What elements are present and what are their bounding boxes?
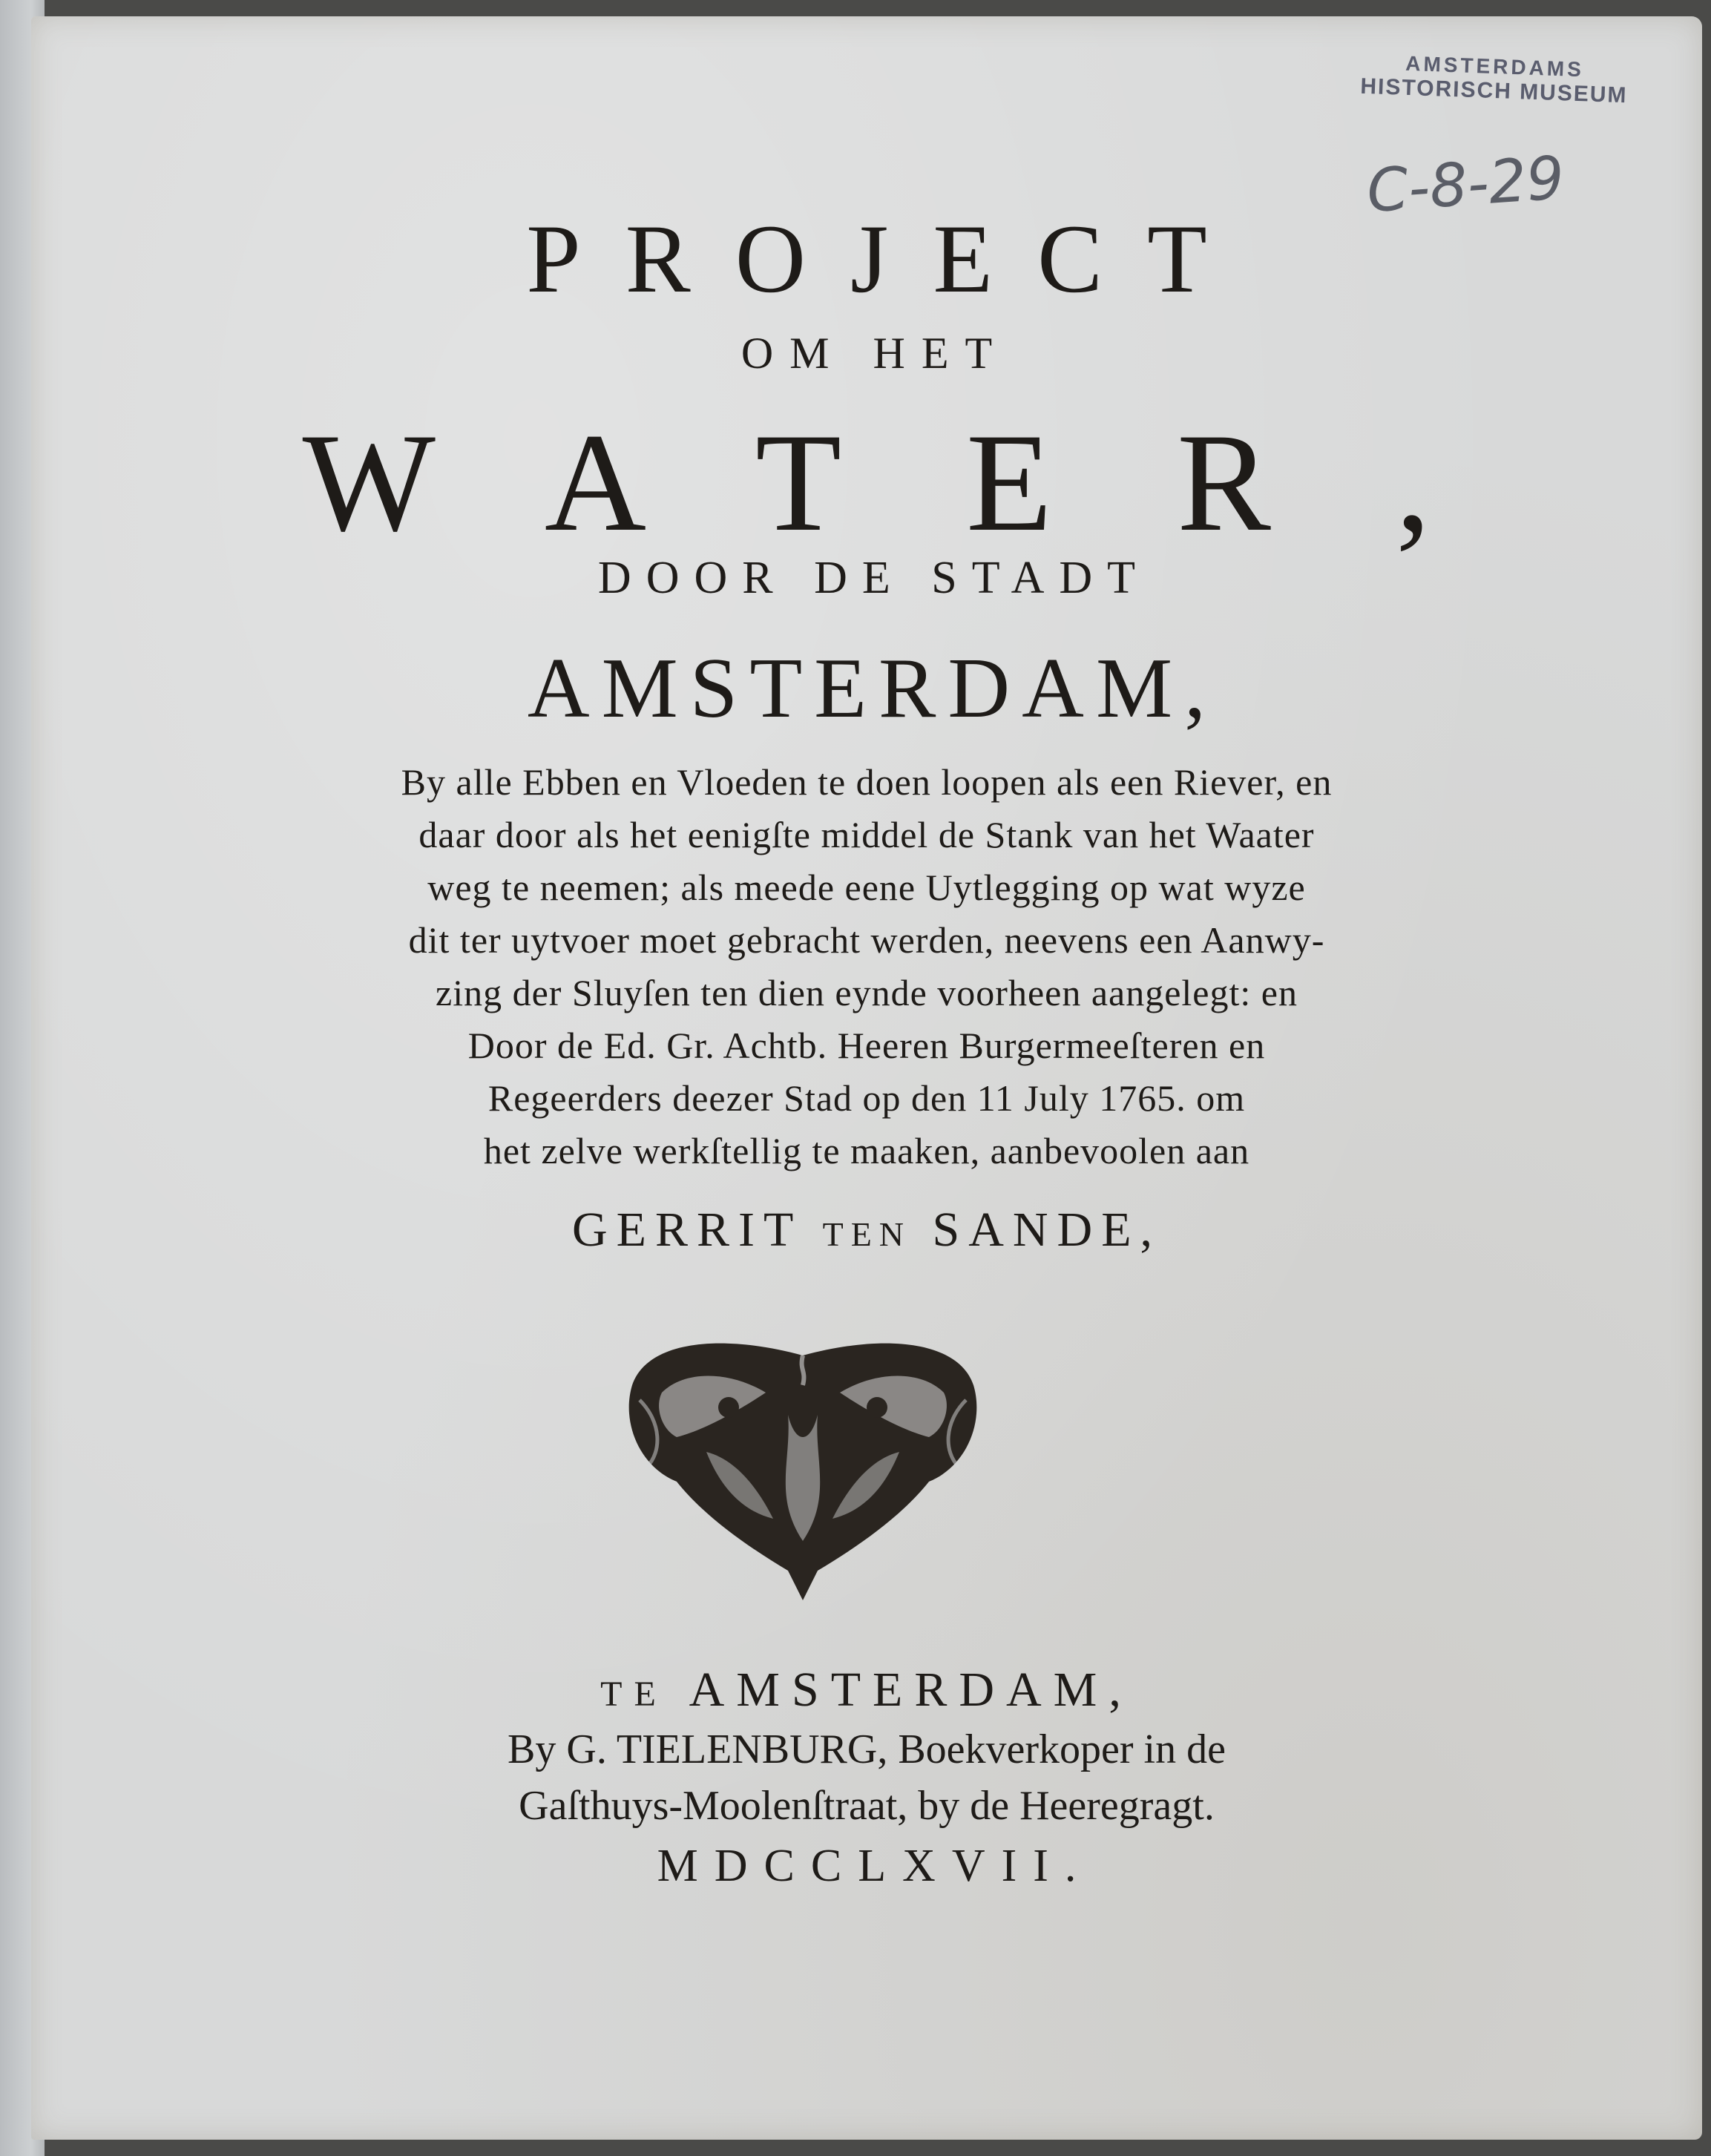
imprint-city: AMSTERDAM, — [689, 1663, 1133, 1717]
floral-woodcut-ornament-icon — [617, 1326, 988, 1608]
author-name — [31, 1202, 1702, 1258]
body-line-6: Door de Ed. Gr. Achtb. Heeren Burgermeeſteren en — [467, 1025, 1266, 1066]
title-page — [31, 16, 1702, 2140]
title-om-het: OM HET — [740, 329, 1009, 378]
body-line-7: Regeerders deezer Stad op den 11 July 1765. om — [487, 1077, 1246, 1119]
stamp-line-1: AMSTERDAMS — [1405, 51, 1585, 82]
author-first-name: GERRIT — [571, 1203, 802, 1257]
title-water: WATER, — [302, 405, 1556, 561]
imprint-place — [31, 1662, 1702, 1718]
imprint-year: MDCCLXVII. — [657, 1841, 1093, 1891]
body-line-4: dit ter uytvoer moet gebracht werden, neevens een Aanwy- — [408, 919, 1325, 961]
title-amsterdam: AMSTERDAM, — [527, 641, 1218, 736]
imprint-address: Gaſthuys-Moolenſtraat, by de Heeregragt. — [519, 1783, 1215, 1829]
stamp-line-2: HISTORISCH MUSEUM — [1359, 73, 1628, 108]
imprint-te: TE — [600, 1674, 668, 1714]
body-line-5: zing der Sluyſen ten dien eynde voorheen aangelegt: en — [436, 972, 1298, 1013]
museum-stamp — [1293, 48, 1695, 111]
author-last-name: SANDE, — [932, 1203, 1162, 1257]
body-line-8: het zelve werkſtellig te maaken, aanbevoolen aan — [483, 1130, 1250, 1171]
body-line-1: By alle Ebben en Vloeden te doen loopen als een Riever, en — [401, 761, 1333, 803]
imprint-printer: By G. TIELENBURG, Boekverkoper in de — [508, 1726, 1226, 1772]
author-particle: TEN — [822, 1215, 912, 1253]
body-line-2: daar door als het eenigſte middel de Stank van het Waater — [418, 814, 1315, 855]
title-project: PROJECT — [526, 204, 1252, 313]
handwritten-shelfmark: C-8-29 — [1364, 142, 1567, 226]
title-door-de-stadt: DOOR DE STADT — [597, 553, 1151, 603]
body-line-3: weg te neemen; als meede eene Uytlegging op wat wyze — [427, 867, 1306, 908]
